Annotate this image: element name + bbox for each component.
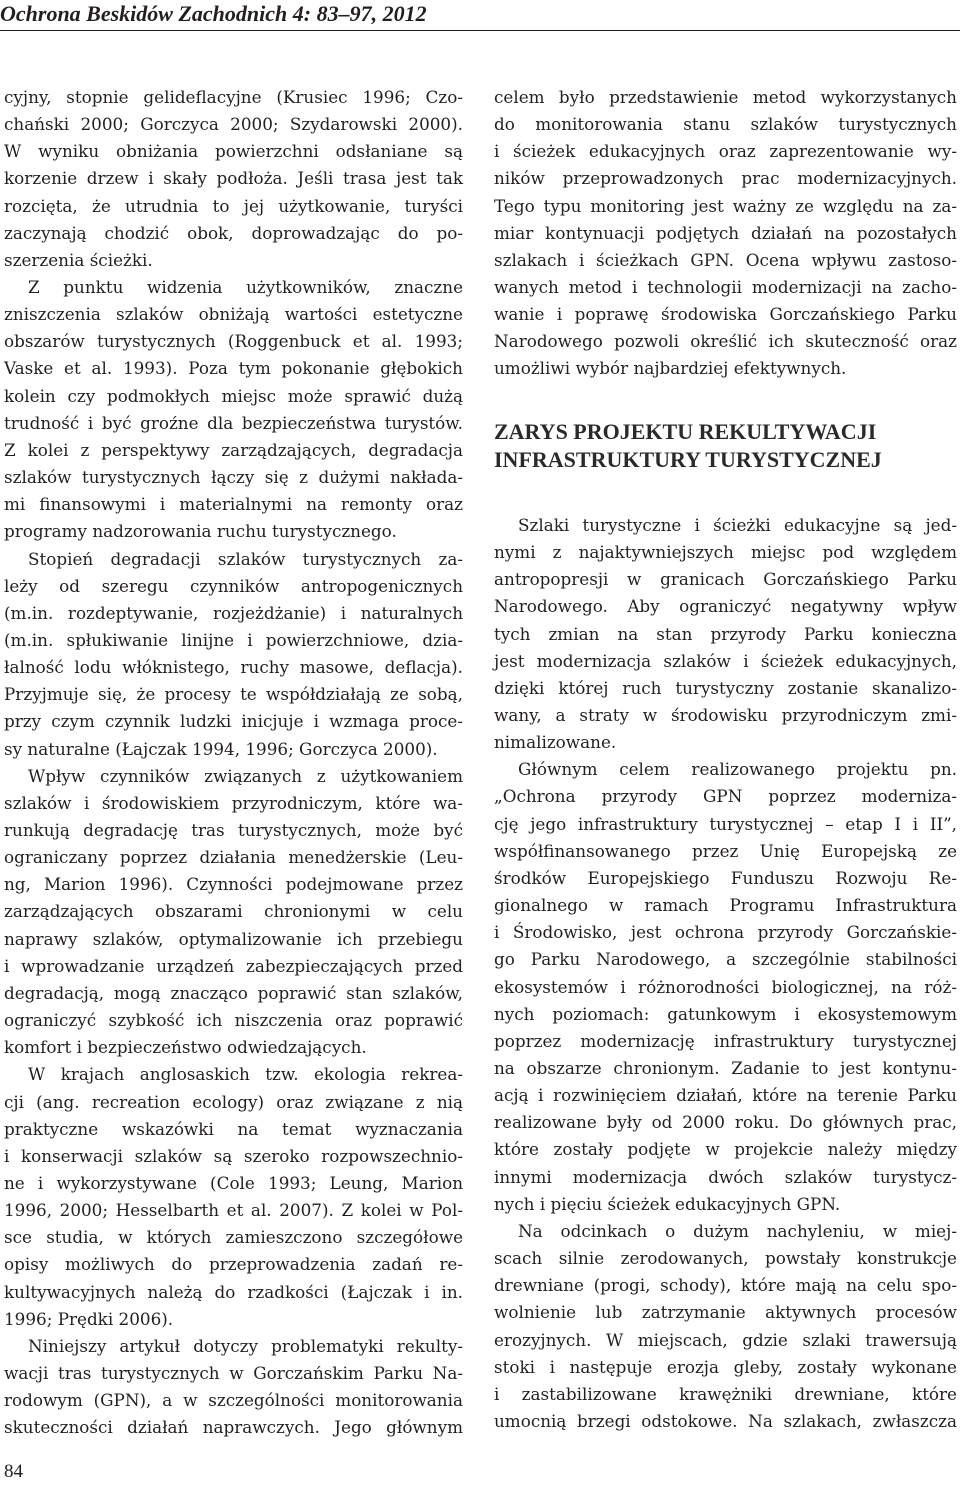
text-line: „Ochrona przyrody GPN poprzez moderniza- [494, 786, 957, 806]
text-line: wanie i poprawę środowiska Gorczańskiego Parku [494, 304, 957, 324]
text-line: nych poziomach: gatunkowym i ekosystemowym [494, 1004, 957, 1024]
text-line: jest modernizacja szlaków i ścieżek edukacyjnych, [494, 651, 957, 671]
text-line: umocnią brzegi odstokowe. Na szlakach, zwłaszcza [494, 1411, 957, 1431]
text-line: sce studia, w których zamieszczono szczegółowe [4, 1227, 463, 1247]
text-line: i wprowadzanie urządzeń zabezpieczających przed [4, 956, 463, 976]
text-line: wacji tras turystycznych w Gorczańskim Parku Na- [4, 1363, 463, 1383]
text-line: realizowane były od 2000 roku. Do głównych prac, [494, 1112, 957, 1132]
text-line: tych zmian na stan przyrody Parku konieczna [494, 624, 957, 644]
text-line: cję jego infrastruktury turystycznej – etap I i II”, [494, 814, 957, 834]
text-line: degradacją, mogą znacząco poprawić stan szlaków, [4, 983, 463, 1003]
text-line: szlaków i środowiskiem przyrodniczym, które wa- [4, 793, 463, 813]
text-line: Szlaki turystyczne i ścieżki edukacyjne są jed- [518, 515, 957, 535]
text-line: i Środowisko, jest ochrona przyrody Gorczańskie- [494, 922, 957, 942]
text-line: Na odcinkach o dużym nachyleniu, w miej- [518, 1221, 957, 1241]
text-line: Narodowego pozwoli określić ich skuteczność oraz [494, 331, 957, 351]
text-line: celem było przedstawienie metod wykorzystanych [494, 87, 957, 107]
section-heading: ZARYS PROJEKTU REKULTYWACJI [494, 419, 877, 444]
text-line: chański 2000; Gorczyca 2000; Szydarowski 2000). [4, 114, 463, 134]
text-line: zniszczenia szlaków obniżają wartości estetyczne [4, 304, 463, 324]
text-line: kultywacyjnych należą do rzadkości (Łajczak i in. [4, 1282, 463, 1302]
text-line: poprzez modernizację infrastruktury turystycznej [494, 1031, 957, 1051]
text-line: wanych metod i technologii modernizacji na zacho- [494, 277, 957, 297]
text-line: komfort i bezpieczeństwo odwiedzających. [4, 1037, 367, 1057]
text-line: ników przeprowadzonych prac modernizacyjnych. [494, 168, 957, 188]
text-line: ograniczany poprzez działania menedżerskie (Leu- [4, 847, 463, 867]
text-line: Wpływ czynników związanych z użytkowaniem [28, 766, 463, 786]
text-line: szlakach i ścieżkach GPN. Ocena wpływu zastoso- [494, 250, 957, 270]
text-line: Stopień degradacji szlaków turystycznych za- [28, 549, 463, 569]
text-line: programy nadzorowania ruchu turystycznego. [4, 521, 397, 541]
text-line: umożliwi wybór najbardziej efektywnych. [494, 358, 847, 378]
text-line: rozcięta, że utrudnia to jej użytkowanie, turyści [4, 196, 463, 216]
text-line: W krajach anglosaskich tzw. ekologia rekrea- [28, 1064, 463, 1084]
text-line: i zastabilizowane krawężniki drewniane, które [494, 1384, 957, 1404]
text-line: drewniane (progi, schody), które mają na celu spo- [494, 1275, 957, 1295]
text-line: naprawy szlaków, optymalizowanie ich przebiegu [4, 929, 463, 949]
text-line: gionalnego w ramach Programu Infrastruktura [494, 895, 957, 915]
text-line: leży od szeregu czynników antropogenicznych [4, 576, 463, 596]
text-line: kolein czy podmokłych miejsc może sprawić dużą [4, 386, 463, 406]
journal-title: Ochrona Beskidów Zachodnich 4: 83–97, 2012 [0, 1, 427, 26]
text-line: wolnienie lub zatrzymanie aktywnych procesów [494, 1302, 957, 1322]
text-line: i ścieżek edukacyjnych oraz zaprezentowanie wy- [494, 141, 957, 161]
text-line: ne i wykorzystywane (Cole 1993; Leung, Marion [4, 1173, 463, 1193]
text-line: acją i rozwinięciem działań, które na terenie Parku [494, 1085, 957, 1105]
text-line: i konserwacji szlaków są szeroko rozpowszechnio- [4, 1146, 463, 1166]
text-line: cji (ang. recreation ecology) oraz związane z nią [4, 1092, 463, 1112]
text-line: zaczynają chodzić obok, doprowadzając do po- [4, 223, 463, 243]
page-number: 84 [4, 1461, 23, 1482]
text-line: obszarów turystycznych (Roggenbuck et al. 1993; [4, 331, 463, 351]
text-line: 1996; Prędki 2006). [4, 1309, 174, 1329]
text-line: Narodowego. Aby ograniczyć negatywny wpływ [494, 596, 957, 616]
text-line: ekosystemów i różnorodności biologicznej, na róż- [494, 977, 957, 997]
text-line: Przyjmuje się, że procesy te współdziałają ze sobą, [4, 684, 463, 704]
text-line: Tego typu monitoring jest ważny ze względu na za- [494, 196, 957, 216]
text-line: sy naturalne (Łajczak 1994, 1996; Gorczyca 2000). [4, 739, 438, 759]
text-line: ng, Marion 1996). Czynności podejmowane przez [4, 874, 463, 894]
text-line: Niniejszy artykuł dotyczy problematyki rekulty- [28, 1336, 463, 1356]
text-line: rodowym (GPN), a w szczególności monitorowania [4, 1390, 463, 1410]
text-line: scach silnie zerodowanych, powstały konstrukcje [494, 1248, 957, 1268]
text-line: runkują degradację tras turystycznych, może być [4, 820, 463, 840]
text-line: innymi modernizacja dwóch szlaków turystycz- [494, 1167, 957, 1187]
text-line: Głównym celem realizowanego projektu pn. [518, 759, 957, 779]
text-line: Z kolei z perspektywy zarządzających, degradacja [4, 440, 463, 460]
text-line: współfinansowanego przez Unię Europejską ze [494, 841, 957, 861]
text-line: ograniczyć szybkość ich niszczenia oraz poprawić [4, 1010, 463, 1030]
text-line: nych i pięciu ścieżek edukacyjnych GPN. [494, 1194, 841, 1214]
running-header [0, 0, 960, 31]
text-line: trudność i być groźne dla bezpieczeństwa turystów. [4, 413, 463, 433]
text-line: stoki i następuje erozja gleby, zostały wykonane [494, 1357, 957, 1377]
text-line: które zostały podjęte w projekcie należy między [494, 1139, 957, 1159]
text-line: nimalizowane. [494, 732, 617, 752]
text-line: środków Europejskiego Funduszu Rozwoju Re- [494, 868, 957, 888]
text-line: nymi z najaktywniejszych miejsc pod względem [494, 542, 957, 562]
text-line: miar kontynuacji podjętych działań na pozostałych [494, 223, 957, 243]
text-line: szlaków turystycznych łączy się z dużymi nakłada- [4, 467, 463, 487]
text-line: wany, a straty w środowisku przyrodniczym zmi- [494, 705, 957, 725]
text-line: Vaske et al. 1993). Poza tym pokonanie głębokich [4, 358, 463, 378]
text-line: zarządzających obszarami chronionymi w celu [4, 901, 463, 921]
text-line: skuteczności działań naprawczych. Jego głównym [4, 1417, 463, 1437]
text-line: do monitorowania stanu szlaków turystycznych [494, 114, 957, 134]
text-line: praktyczne wskazówki na temat wyznaczania [4, 1119, 463, 1139]
text-line: antropopresji w granicach Gorczańskiego Parku [494, 569, 957, 589]
text-line: W wyniku obniżania powierzchni odsłaniane są [4, 141, 463, 161]
text-line: 1996, 2000; Hesselbarth et al. 2007). Z kolei w Pol- [4, 1200, 463, 1220]
text-line: mi finansowymi i materialnymi na remonty oraz [4, 494, 463, 514]
text-line: łalność lodu włóknistego, ruchy masowe, deflacja). [4, 657, 463, 677]
text-line: go Parku Narodowego, a szczególnie stabilności [494, 949, 957, 969]
text-line: opisy możliwych do przeprowadzenia zadań re- [4, 1254, 463, 1274]
text-line: przy czym czynnik ludzki inicjuje i wzmaga proce- [4, 711, 463, 731]
text-line: (m.in. spłukiwanie linijne i powierzchniowe, dzia- [4, 630, 463, 650]
text-line: Z punktu widzenia użytkowników, znaczne [28, 277, 463, 297]
text-line: cyjny, stopnie gelideflacyjne (Krusiec 1996; Czo- [4, 87, 463, 107]
text-line: (m.in. rozdeptywanie, rozjeżdżanie) i naturalnych [4, 603, 463, 623]
text-line: szerzenia ścieżki. [4, 250, 153, 270]
text-line: korzenie drzew i skały podłoża. Jeśli trasa jest tak [4, 168, 463, 188]
section-heading: INFRASTRUKTURY TURYSTYCZNEJ [494, 447, 882, 472]
text-line: na obszarze chronionym. Zadanie to jest kontynu- [494, 1058, 957, 1078]
text-line: dzięki której ruch turystyczny zostanie skanalizo- [494, 678, 957, 698]
text-line: erozyjnych. W miejscach, gdzie szlaki trawersują [494, 1330, 957, 1350]
